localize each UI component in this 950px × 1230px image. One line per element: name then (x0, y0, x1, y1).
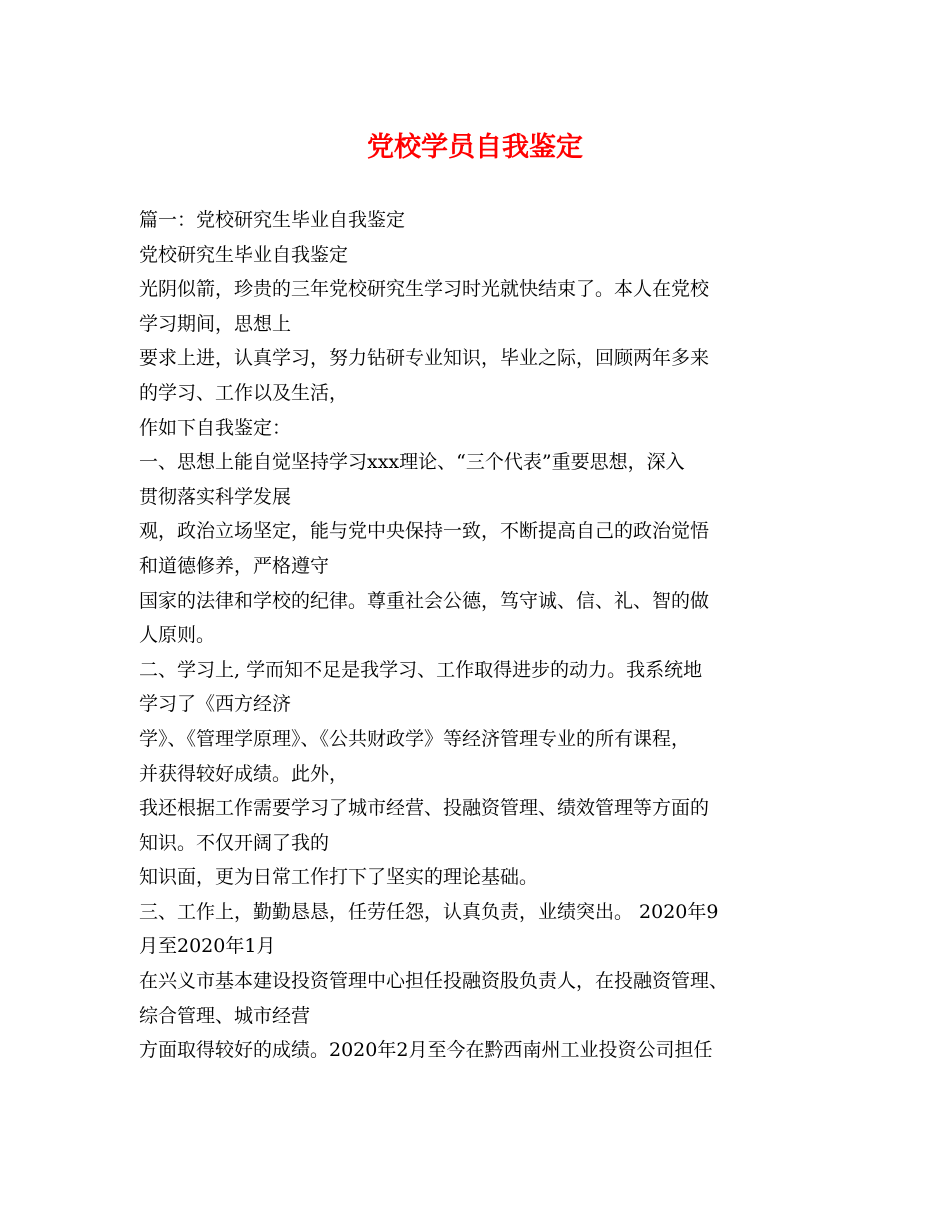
document-title: 党校学员自我鉴定 (367, 132, 583, 163)
body-line: 学》、《管理学原理》、《公共财政学》等经济管理专业的所有课程， (139, 727, 691, 750)
body-line: 三、工作上，勤勤恳恳，任劳任怨，认真负责，业绩突出。 2020年9 (139, 900, 719, 923)
body-line: 并获得较好成绩。此外， (139, 762, 349, 785)
body-line: 作如下自我鉴定： (139, 416, 292, 439)
body-line: 党校研究生毕业自我鉴定 (139, 243, 349, 266)
body-line: 知识。不仅开阔了我的 (139, 831, 330, 854)
body-line: 要求上进，认真学习，努力钻研专业知识，毕业之际，回顾两年多来 (139, 347, 710, 370)
body-line: 贯彻落实科学发展 (139, 485, 292, 508)
body-line: 和道德修养，严格遵守 (139, 554, 330, 577)
body-line: 一、思想上能自觉坚持学习xxx理论、“三个代表”重要思想，深入 (139, 451, 685, 474)
body-line: 我还根据工作需要学习了城市经营、投融资管理、绩效管理等方面的 (139, 797, 710, 820)
body-line: 的学习、工作以及生活， (139, 381, 349, 404)
body-line: 在兴义市基本建设投资管理中心担任投融资股负责人，在投融资管理、 (139, 970, 729, 993)
body-line: 二、学习上, 学而知不足是我学习、工作取得进步的动力。我系统地 (139, 658, 703, 681)
body-line: 国家的法律和学校的纪律。尊重社会公德，笃守诚、信、礼、智的做 (139, 589, 710, 612)
body-line: 学习期间，思想上 (139, 312, 292, 335)
body-line: 观，政治立场坚定，能与党中央保持一致，不断提高自己的政治觉悟 (139, 520, 710, 543)
body-line: 综合管理、城市经营 (139, 1004, 311, 1027)
body-line: 方面取得较好的成绩。2020年2月至今在黔西南州工业投资公司担任 (139, 1039, 713, 1062)
body-line: 学习了《西方经济 (139, 693, 292, 716)
body-line: 光阴似箭，珍贵的三年党校研究生学习时光就快结束了。本人在党校 (139, 278, 710, 301)
body-line: 知识面，更为日常工作打下了坚实的理论基础。 (139, 866, 539, 889)
document-body (139, 203, 829, 1068)
body-line: 月至2020年1月 (139, 935, 276, 958)
body-line: 人原则。 (139, 624, 216, 647)
body-line: 篇一：党校研究生毕业自我鉴定 (139, 209, 406, 231)
